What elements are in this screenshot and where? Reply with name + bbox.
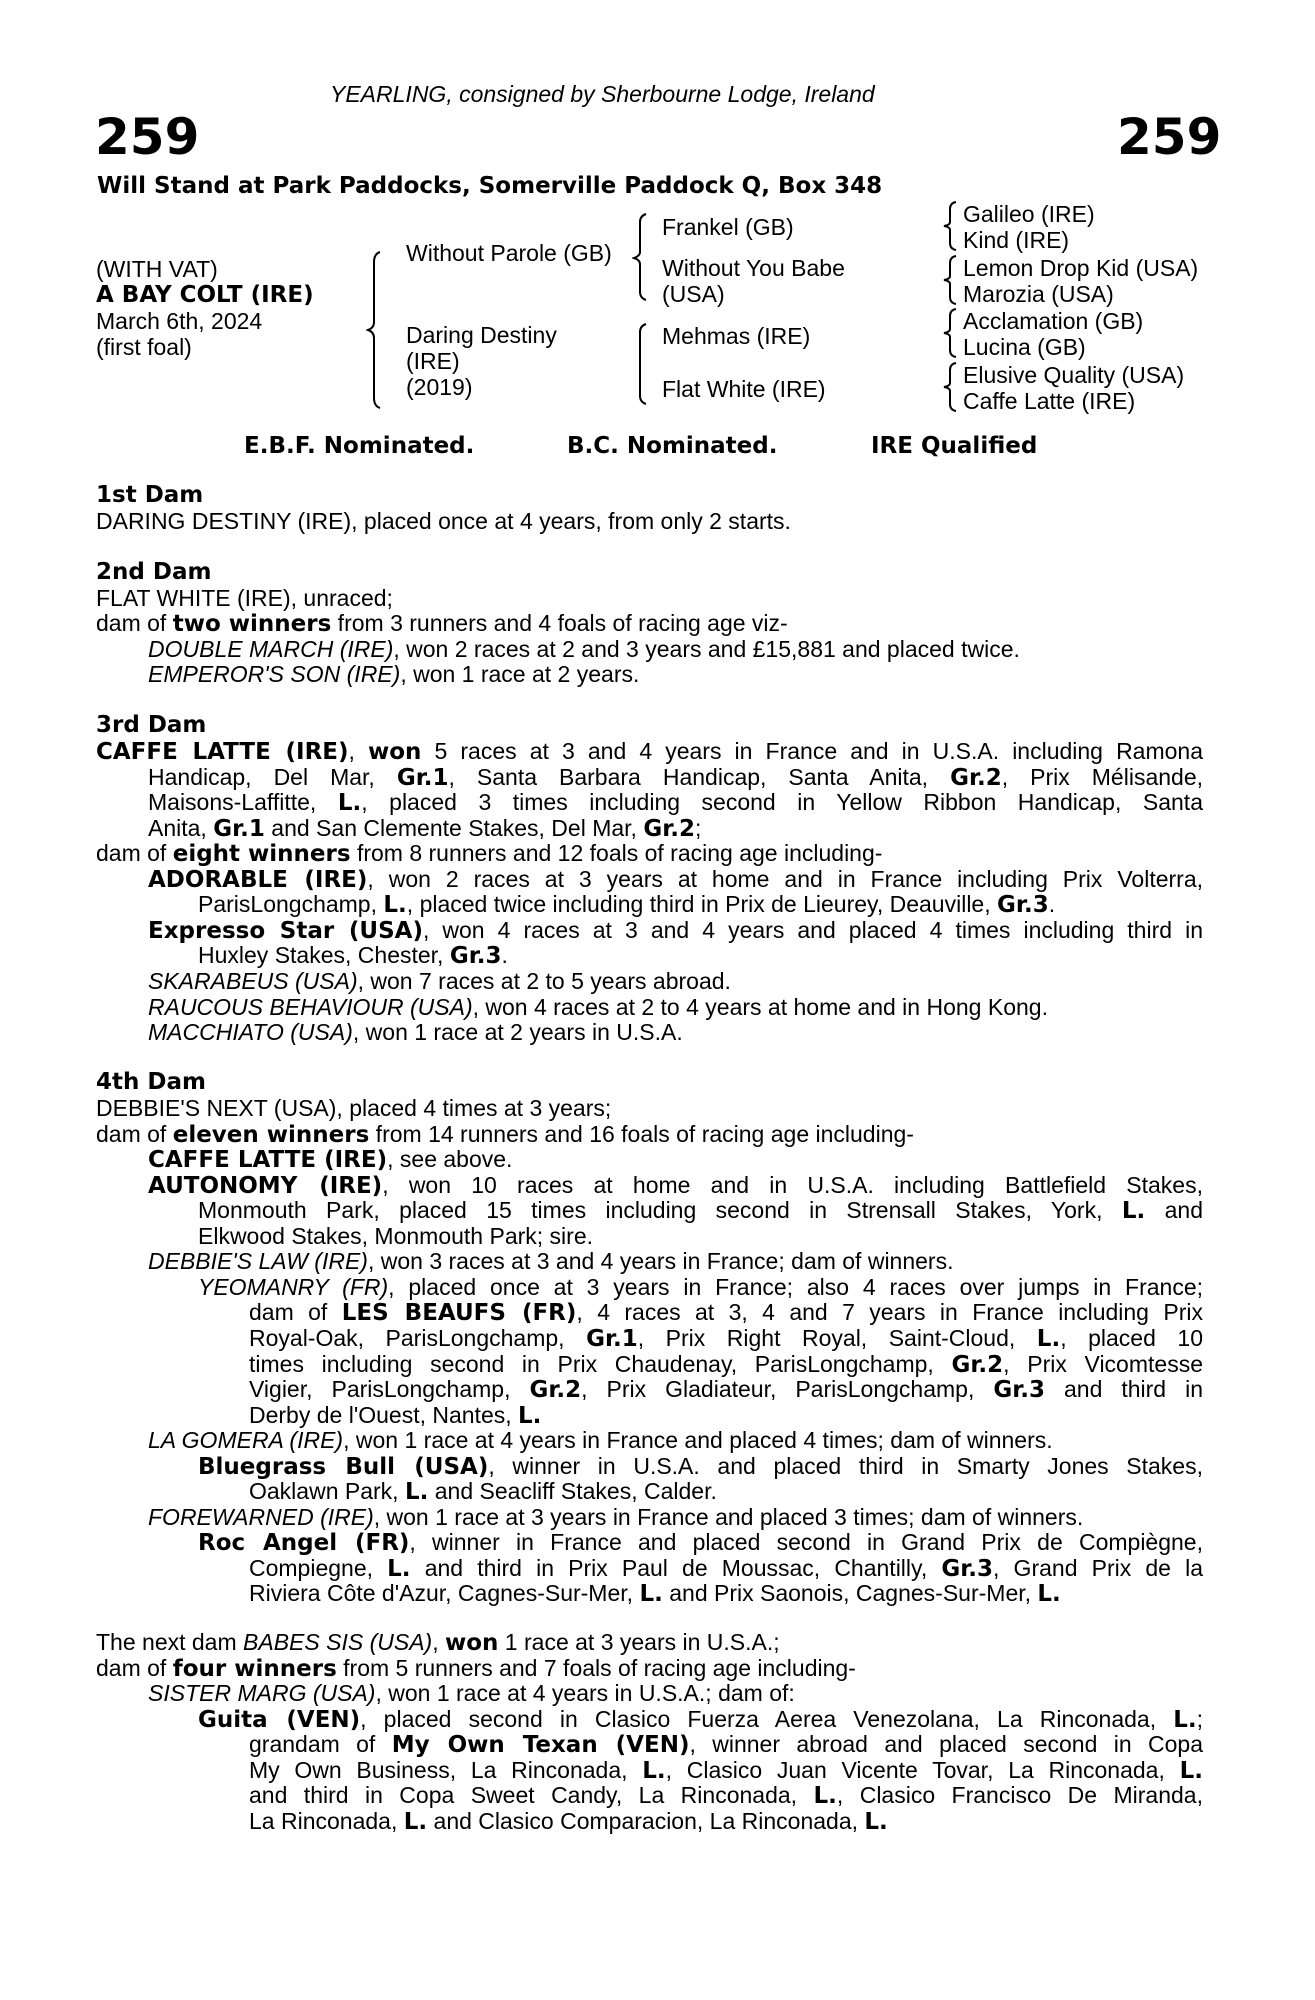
dam3-line-10: SKARABEUS (USA), won 7 races at 2 to 5 years abroad.: [148, 967, 731, 994]
dam4-line-6: Elkwood Stakes, Monmouth Park; sire.: [198, 1222, 593, 1249]
dam4-line-8: YEOMANRY (FR), placed once at 3 years in France; also 4 races over jumps in France;: [198, 1273, 1203, 1300]
grand-6: Lucina (GB): [963, 334, 1086, 360]
dam3-line-2: Handicap, Del Mar, Gr.1, Santa Barbara Handicap, Santa Anita, Gr.2, Prix Mélisande,: [148, 763, 1203, 791]
dam2-progeny-1: DOUBLE MARCH (IRE), won 2 races at 2 and 3 years and £15,881 and placed twice.: [148, 636, 1020, 662]
dam4-line-13: Derby de l'Ouest, Nantes, L.: [249, 1401, 542, 1429]
nextdam-line-3: SISTER MARG (USA), won 1 race at 4 years in U.S.A.; dam of:: [148, 1680, 795, 1707]
dam4-line-20: Riviera Côte d'Azur, Cagnes-Sur-Mer, L. and Prix Saonois, Cagnes-Sur-Mer, L.: [249, 1580, 1061, 1608]
grand-5: Acclamation (GB): [963, 308, 1144, 334]
nextdam-line-6: My Own Business, La Rinconada, L., Clasico Juan Vicente Tovar, La Rinconada, L.: [249, 1756, 1203, 1784]
sire-dam-line1: Without You Babe: [662, 255, 845, 281]
dam-name-line3: (2019): [406, 374, 473, 400]
nextdam-line-5: grandam of My Own Texan (VEN), winner abroad and placed second in Copa: [249, 1731, 1203, 1759]
grand-8: Caffe Latte (IRE): [963, 388, 1136, 414]
dam4-line-17: FOREWARNED (IRE), won 1 race at 3 years in France and placed 3 times; dam of winners.: [148, 1503, 1084, 1530]
dam2-line1: FLAT WHITE (IRE), unraced;: [96, 585, 393, 611]
foaled-date: March 6th, 2024: [96, 308, 263, 334]
dam3-line-9: Huxley Stakes, Chester, Gr.3.: [198, 942, 508, 970]
dam4-line-18: Roc Angel (FR), winner in France and placed second in Grand Prix de Compiègne,: [198, 1529, 1203, 1557]
nextdam-line-1: The next dam BABES SIS (USA), won 1 race at 3 years in U.S.A.;: [96, 1629, 780, 1656]
dam4-line-5: Monmouth Park, placed 15 times including second in Strensall Stakes, York, L. and: [198, 1197, 1204, 1225]
dam3-line-7: ParisLongchamp, L., placed twice including third in Prix de Lieurey, Deauville, Gr.3.: [198, 891, 1056, 919]
dam4-line-9: dam of LES BEAUFS (FR), 4 races at 3, 4 and 7 years in France including Prix: [249, 1299, 1203, 1327]
dam-name-line2: (IRE): [406, 348, 460, 374]
dam4-heading: 4th Dam: [96, 1069, 206, 1095]
nomination-ebf: E.B.F. Nominated.: [244, 433, 475, 459]
dam2-heading: 2nd Dam: [96, 559, 212, 585]
dam2-line2: dam of two winners from 3 runners and 4 foals of racing age viz-: [96, 610, 788, 637]
grand-2: Kind (IRE): [963, 227, 1070, 253]
pedigree-bracket-dam: [632, 322, 652, 406]
dam1-heading: 1st Dam: [96, 482, 204, 508]
dam1-text: DARING DESTINY (IRE), placed once at 4 years, from only 2 starts.: [96, 508, 791, 534]
horse-name: A BAY COLT (IRE): [96, 282, 314, 308]
dam4-line-14: LA GOMERA (IRE), won 1 race at 4 years in France and placed 4 times; dam of winners.: [148, 1427, 1053, 1454]
dam4-line-7: DEBBIE'S LAW (IRE), won 3 races at 3 and 4 years in France; dam of winners.: [148, 1248, 954, 1275]
nextdam-line-2: dam of four winners from 5 runners and 7 foals of racing age including-: [96, 1654, 856, 1682]
grand-4: Marozia (USA): [963, 281, 1114, 307]
vat-note: (WITH VAT): [96, 256, 218, 282]
dam3-heading: 3rd Dam: [96, 712, 207, 738]
dam3-line-8: Expresso Star (USA), won 4 races at 3 and 4 years and placed 4 times including third in: [148, 916, 1203, 944]
pedigree-brace-4: [942, 361, 960, 413]
sire-sire: Frankel (GB): [662, 214, 794, 240]
dam4-line-2: dam of eleven winners from 14 runners and 16 foals of racing age including-: [96, 1120, 914, 1148]
pedigree-brace-1: [942, 200, 960, 252]
dam4-line-1: DEBBIE'S NEXT (USA), placed 4 times at 3 years;: [96, 1095, 612, 1121]
sire-dam-line2: (USA): [662, 281, 725, 307]
dam2-progeny-2: EMPEROR'S SON (IRE), won 1 race at 2 years.: [148, 661, 640, 687]
dam3-line-1: CAFFE LATTE (IRE), won 5 races at 3 and 4 years in France and in U.S.A. including Ramona: [96, 738, 1203, 765]
dam4-line-16: Oaklawn Park, L. and Seacliff Stakes, Calder.: [249, 1478, 717, 1506]
dam3-line-12: MACCHIATO (USA), won 1 race at 2 years in U.S.A.: [148, 1019, 683, 1046]
dam3-line-3: Maisons-Laffitte, L., placed 3 times including second in Yellow Ribbon Handicap, Santa: [148, 789, 1203, 817]
nextdam-line-8: La Rinconada, L. and Clasico Comparacion, La Rinconada, L.: [249, 1807, 888, 1835]
nomination-ire: IRE Qualified: [871, 433, 1038, 459]
grand-3: Lemon Drop Kid (USA): [963, 255, 1199, 281]
dam3-line-4: Anita, Gr.1 and San Clemente Stakes, Del Mar, Gr.2;: [148, 814, 702, 842]
grand-1: Galileo (IRE): [963, 201, 1095, 227]
nomination-bc: B.C. Nominated.: [567, 433, 778, 459]
dam4-line-19: Compiegne, L. and third in Prix Paul de Moussac, Chantilly, Gr.3, Grand Prix de la: [249, 1554, 1203, 1582]
grand-7: Elusive Quality (USA): [963, 362, 1185, 388]
nextdam-line-4: Guita (VEN), placed second in Clasico Fuerza Aerea Venezolana, La Rinconada, L.;: [198, 1705, 1203, 1733]
dam4-line-4: AUTONOMY (IRE), won 10 races at home and in U.S.A. including Battlefield Stakes,: [148, 1171, 1203, 1199]
stabling-line: Will Stand at Park Paddocks, Somerville Paddock Q, Box 348: [97, 173, 883, 199]
lot-number-left: 259: [95, 108, 200, 166]
dam4-line-11: times including second in Prix Chaudenay, ParisLongchamp, Gr.2, Prix Vicomtesse: [249, 1350, 1203, 1378]
dam3-line-6: ADORABLE (IRE), won 2 races at 3 years at home and in France including Prix Volterra,: [148, 865, 1203, 893]
pedigree-brace-2: [942, 254, 960, 306]
pedigree-brace-3: [942, 307, 960, 359]
dam-dam: Flat White (IRE): [662, 376, 826, 402]
pedigree-bracket-main: [366, 250, 388, 410]
dam2-winners-count: two winners: [172, 611, 332, 637]
dam3-line-11: RAUCOUS BEHAVIOUR (USA), won 4 races at 2 to 4 years at home and in Hong Kong.: [148, 993, 1048, 1020]
consignor-line: YEARLING, consigned by Sherbourne Lodge, Ireland: [330, 81, 875, 107]
foal-note: (first foal): [96, 334, 192, 360]
pedigree-bracket-sire: [632, 212, 652, 302]
dam4-line-3: CAFFE LATTE (IRE), see above.: [148, 1146, 513, 1174]
sire-name: Without Parole (GB): [406, 240, 612, 266]
dam-sire: Mehmas (IRE): [662, 323, 811, 349]
dam-name-line1: Daring Destiny: [406, 322, 557, 348]
dam3-line-5: dam of eight winners from 8 runners and 12 foals of racing age including-: [96, 840, 883, 868]
dam4-line-15: Bluegrass Bull (USA), winner in U.S.A. and placed third in Smarty Jones Stakes,: [198, 1452, 1203, 1480]
dam4-line-12: Vigier, ParisLongchamp, Gr.2, Prix Gladiateur, ParisLongchamp, Gr.3 and third in: [249, 1376, 1203, 1404]
nextdam-line-7: and third in Copa Sweet Candy, La Rinconada, L., Clasico Francisco De Miranda,: [249, 1782, 1203, 1810]
dam4-line-10: Royal-Oak, ParisLongchamp, Gr.1, Prix Right Royal, Saint-Cloud, L., placed 10: [249, 1324, 1203, 1352]
lot-number-right: 259: [1117, 108, 1222, 166]
